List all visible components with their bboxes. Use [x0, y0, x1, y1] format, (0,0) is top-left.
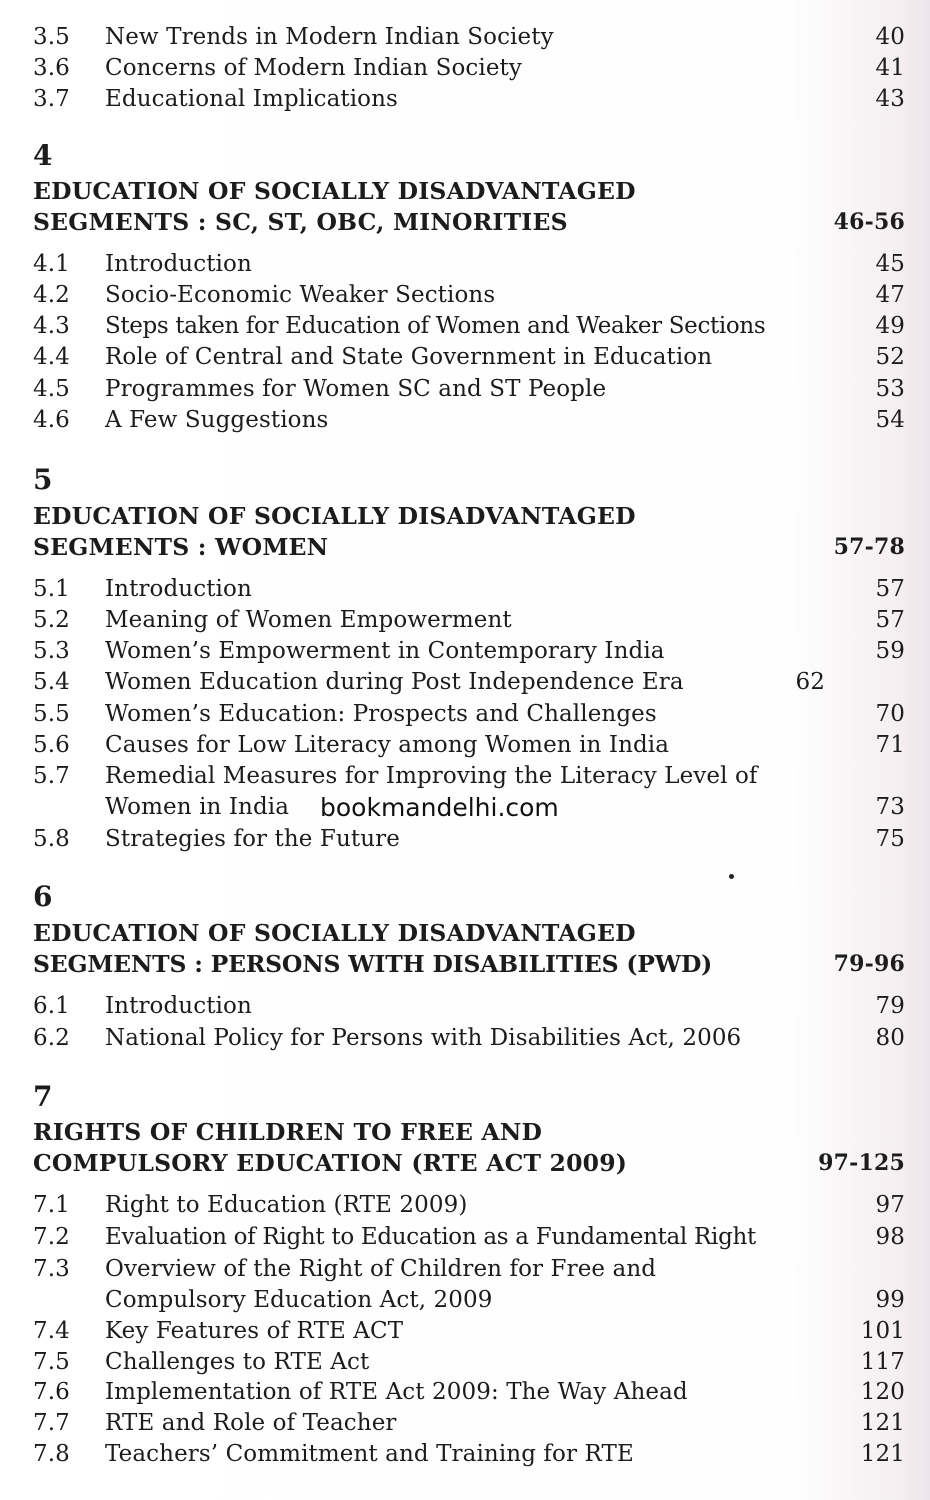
section-title: National Policy for Persons with Disabilities Act, 2006 — [105, 1025, 742, 1051]
section-number: 5.5 — [33, 701, 70, 727]
toc-entry-6-2 — [33, 1023, 905, 1054]
section-number: 5.4 — [33, 669, 70, 695]
toc-entry-5-8 — [33, 824, 905, 855]
page-number: 121 — [860, 1410, 905, 1436]
toc-entry-5-3 — [33, 636, 905, 667]
chapter-title-text: RIGHTS OF CHILDREN TO FREE AND — [33, 1118, 543, 1146]
page-number: 40 — [875, 24, 905, 50]
page-number: 121 — [860, 1441, 905, 1467]
toc-entry-7-1 — [33, 1190, 905, 1221]
section-title: Introduction — [105, 993, 252, 1019]
section-title: Introduction — [105, 251, 252, 277]
section-title: Women’s Empowerment in Contemporary India — [105, 638, 665, 664]
toc-entry-7-2 — [33, 1222, 905, 1253]
section-number: 4.1 — [33, 251, 70, 277]
chapter-title-text: EDUCATION OF SOCIALLY DISADVANTAGED — [33, 502, 636, 530]
page-number: 45 — [875, 251, 905, 277]
section-number: 5.6 — [33, 732, 70, 758]
section-number: 3.6 — [33, 55, 70, 81]
toc-entry-5-6 — [33, 730, 905, 761]
page-number: 120 — [860, 1379, 905, 1405]
section-number: 7.2 — [33, 1224, 70, 1250]
section-title: Concerns of Modern Indian Society — [105, 55, 522, 81]
toc-entry-7-7 — [33, 1408, 905, 1439]
section-number: 7.6 — [33, 1379, 70, 1405]
toc-entry-5-1 — [33, 574, 905, 605]
chapter-title-6-line2 — [33, 948, 905, 980]
section-number: 5.2 — [33, 607, 70, 633]
toc-entry-4-3 — [33, 311, 905, 342]
section-number: 3.5 — [33, 24, 70, 50]
chapter-title-text: EDUCATION OF SOCIALLY DISADVANTAGED — [33, 177, 636, 205]
chapter-title-7-line2 — [33, 1147, 905, 1179]
chapter-title-text: SEGMENTS : PERSONS WITH DISABILITIES (PWD) — [33, 950, 713, 978]
section-title-continued: Women in India — [105, 794, 290, 820]
toc-entry-5-2 — [33, 605, 905, 636]
page-number: 99 — [875, 1287, 905, 1313]
section-title: Remedial Measures for Improving the Literacy Level of — [105, 763, 758, 789]
toc-entry-5-7 — [33, 761, 905, 792]
page-number: 101 — [860, 1318, 905, 1344]
section-number: 4.3 — [33, 313, 70, 339]
page-number: 75 — [875, 826, 905, 852]
toc-entry-7-3-continued — [105, 1285, 905, 1316]
section-title: RTE and Role of Teacher — [105, 1410, 397, 1436]
page-number: 79 — [875, 993, 905, 1019]
section-number: 4.6 — [33, 407, 70, 433]
section-number: 4.2 — [33, 282, 70, 308]
section-title: Introduction — [105, 576, 252, 602]
toc-entry-3-5 — [33, 22, 905, 53]
page-number: 57 — [875, 607, 905, 633]
watermark-text: bookmandelhi.com — [320, 793, 559, 822]
chapter-number-7: 7 — [33, 1080, 53, 1113]
section-title: Programmes for Women SC and ST People — [105, 376, 607, 402]
section-number: 6.2 — [33, 1025, 70, 1051]
section-title: Socio-Economic Weaker Sections — [105, 282, 496, 308]
toc-entry-7-3 — [33, 1254, 905, 1285]
chapter-title-5-line2 — [33, 531, 905, 563]
page-number: 62 — [795, 669, 825, 695]
toc-entry-4-6 — [33, 405, 905, 436]
section-number: 5.8 — [33, 826, 70, 852]
toc-entry-4-2 — [33, 280, 905, 311]
section-number: 5.1 — [33, 576, 70, 602]
section-title: Strategies for the Future — [105, 826, 400, 852]
page-number: 70 — [875, 701, 905, 727]
section-title: Challenges to RTE Act — [105, 1349, 370, 1375]
page-number: 52 — [875, 344, 905, 370]
chapter-number-4: 4 — [33, 139, 53, 172]
toc-entry-7-5 — [33, 1347, 905, 1378]
section-number: 6.1 — [33, 993, 70, 1019]
chapter-title-4-line2 — [33, 206, 905, 238]
page-number: 54 — [875, 407, 905, 433]
page-number: 43 — [875, 86, 905, 112]
section-title: Role of Central and State Government in Education — [105, 344, 713, 370]
section-number: 7.7 — [33, 1410, 70, 1436]
section-title: Key Features of RTE ACT — [105, 1318, 404, 1344]
page-number: 59 — [875, 638, 905, 664]
chapter-title-text: COMPULSORY EDUCATION (RTE ACT 2009) — [33, 1149, 628, 1177]
section-title: Implementation of RTE Act 2009: The Way Ahead — [105, 1379, 688, 1405]
chapter-page-range: 57-78 — [833, 534, 905, 560]
section-number: 7.3 — [33, 1256, 70, 1282]
chapter-page-range: 97-125 — [818, 1150, 905, 1176]
page-number: 57 — [875, 576, 905, 602]
page-number: 71 — [875, 732, 905, 758]
toc-entry-7-6 — [33, 1377, 905, 1408]
chapter-title-text: EDUCATION OF SOCIALLY DISADVANTAGED — [33, 919, 636, 947]
section-title: Evaluation of Right to Education as a Fundamental Right — [105, 1224, 756, 1250]
toc-entry-5-4 — [33, 667, 905, 698]
section-title: Teachers’ Commitment and Training for RTE — [105, 1441, 634, 1467]
toc-entry-4-4 — [33, 342, 905, 373]
chapter-page-range: 79-96 — [833, 951, 905, 977]
page-number: 97 — [875, 1192, 905, 1218]
section-number: 5.3 — [33, 638, 70, 664]
page-number: 41 — [875, 55, 905, 81]
section-title: Women’s Education: Prospects and Challenges — [105, 701, 657, 727]
toc-entry-4-1 — [33, 249, 905, 280]
section-title: New Trends in Modern Indian Society — [105, 24, 554, 50]
toc-entry-5-5 — [33, 699, 905, 730]
section-title: Meaning of Women Empowerment — [105, 607, 512, 633]
toc-entry-3-7 — [33, 84, 905, 115]
section-number: 4.4 — [33, 344, 70, 370]
section-title: Steps taken for Education of Women and Weaker Sections — [105, 313, 766, 339]
section-number: 4.5 — [33, 376, 70, 402]
chapter-number-5: 5 — [33, 463, 53, 496]
section-number: 7.1 — [33, 1192, 70, 1218]
page-number: 47 — [875, 282, 905, 308]
chapter-title-text: SEGMENTS : SC, ST, OBC, MINORITIES — [33, 208, 568, 236]
toc-entry-6-1 — [33, 991, 905, 1022]
section-title: Educational Implications — [105, 86, 398, 112]
chapter-title-5-line1 — [33, 500, 905, 532]
page-number: 98 — [875, 1224, 905, 1250]
section-title: Causes for Low Literacy among Women in India — [105, 732, 670, 758]
page-number: 80 — [875, 1025, 905, 1051]
page-number: 117 — [860, 1349, 905, 1375]
section-title-continued: Compulsory Education Act, 2009 — [105, 1287, 493, 1313]
chapter-page-range: 46-56 — [833, 209, 905, 235]
section-title: Women Education during Post Independence Era — [105, 669, 684, 695]
print-speck — [729, 874, 734, 879]
chapter-number-6: 6 — [33, 880, 53, 913]
toc-entry-4-5 — [33, 374, 905, 405]
section-title: A Few Suggestions — [105, 407, 329, 433]
page-number: 49 — [875, 313, 905, 339]
toc-entry-7-8 — [33, 1439, 905, 1470]
toc-entry-3-6 — [33, 53, 905, 84]
chapter-title-6-line1 — [33, 917, 905, 949]
chapter-title-4-line1 — [33, 175, 905, 207]
section-number: 3.7 — [33, 86, 70, 112]
chapter-title-text: SEGMENTS : WOMEN — [33, 533, 329, 561]
page-number: 73 — [875, 794, 905, 820]
section-number: 7.4 — [33, 1318, 70, 1344]
section-title: Overview of the Right of Children for Free and — [105, 1256, 657, 1282]
section-number: 5.7 — [33, 763, 70, 789]
chapter-title-7-line1 — [33, 1116, 905, 1148]
section-title: Right to Education (RTE 2009) — [105, 1192, 468, 1218]
section-number: 7.8 — [33, 1441, 70, 1467]
toc-entry-7-4 — [33, 1316, 905, 1347]
page-number: 53 — [875, 376, 905, 402]
section-number: 7.5 — [33, 1349, 70, 1375]
